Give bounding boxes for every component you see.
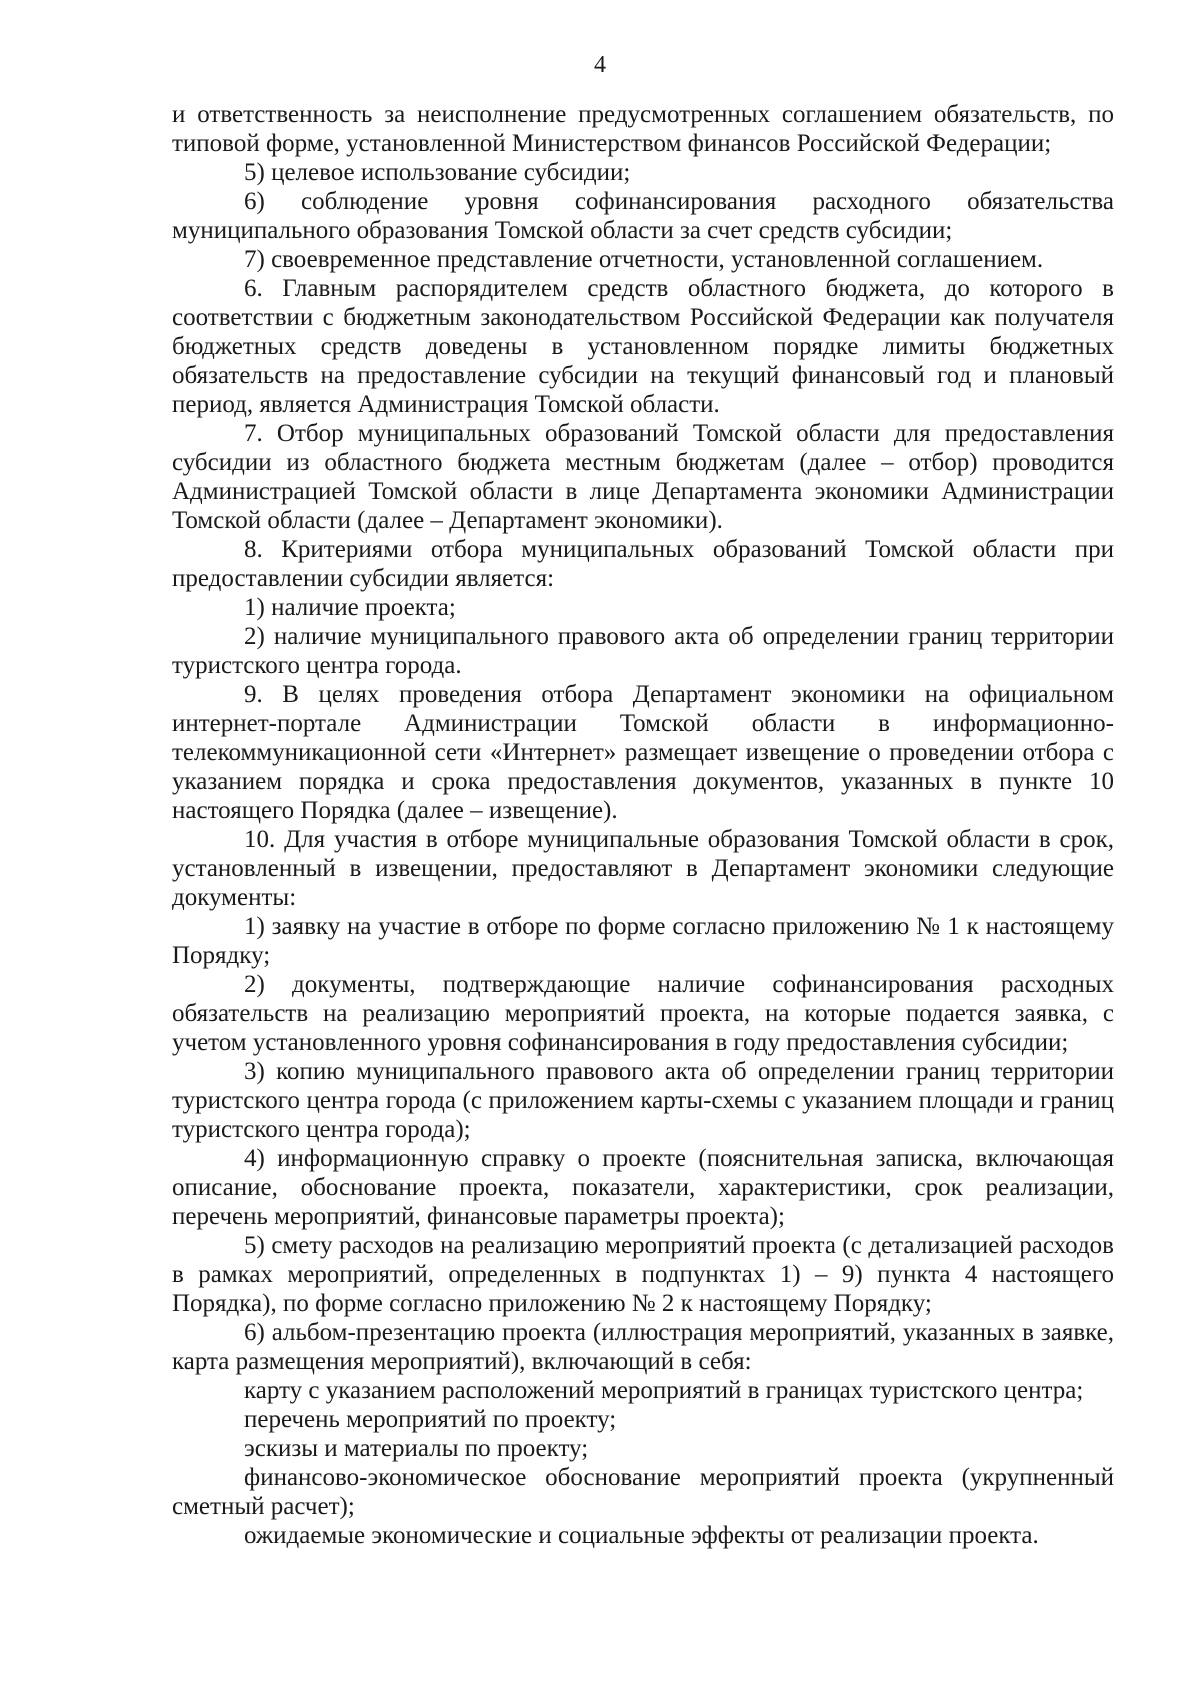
paragraph: и ответственность за неисполнение предусмотренных соглашением обязательств, по типовой форме, установленной Министерством финансов Российской Федерации; [172,101,1114,157]
paragraph: 6) альбом-презентацию проекта (иллюстрация мероприятий, указанных в заявке, карта размещения мероприятий), включающий в себя: [172,1319,1114,1375]
paragraph: эскизы и материалы по проекту; [244,1435,589,1462]
paragraph: 10. Для участия в отборе муниципальные образования Томской области в срок, установленный в извещении, предоставляют в Департамент экономики следующие документы: [172,826,1114,911]
paragraph: финансово-экономическое обоснование мероприятий проекта (укрупненный сметный расчет); [172,1464,1114,1520]
paragraph: 2) документы, подтверждающие наличие софинансирования расходных обязательств на реализацию мероприятий проекта, на которые подается заявка, с учетом установленного уровня софинансирования в году предоставления субсидии; [172,971,1114,1056]
paragraph: ожидаемые экономические и социальные эффекты от реализации проекта. [244,1522,1039,1549]
paragraph: 5) целевое использование субсидии; [244,159,631,186]
paragraph: 1) наличие проекта; [244,594,456,621]
paragraph: карту с указанием расположений мероприятий в границах туристского центра; [244,1377,1084,1404]
paragraph: перечень мероприятий по проекту; [244,1406,617,1433]
paragraph: 9. В целях проведения отбора Департамент экономики на официальном интернет-портале Администрации Томской области в информационно-телекоммуникационной сети «Интернет» размещает извещение о проведении отбора с указанием порядка и срока предоставления документов, указанных в пункте 10 настоящего Порядка (далее – извещение). [172,681,1114,824]
paragraph: 5) смету расходов на реализацию мероприятий проекта (с детализацией расходов в рамках мероприятий, определенных в подпунктах 1) – 9) пункта 4 настоящего Порядка), по форме согласно приложению № 2 к настоящему Порядку; [172,1232,1114,1317]
paragraph: 1) заявку на участие в отборе по форме согласно приложению № 1 к настоящему Порядку; [172,913,1114,969]
paragraph: 7) своевременное представление отчетности, установленной соглашением. [244,246,1044,273]
page-number: 4 [594,52,606,78]
paragraph: 8. Критериями отбора муниципальных образований Томской области при предоставлении субсидии является: [172,536,1114,592]
paragraph: 3) копию муниципального правового акта об определении границ территории туристского центра города (с приложением карты-схемы с указанием площади и границ туристского центра города); [172,1058,1114,1143]
paragraph: 2) наличие муниципального правового акта об определении границ территории туристского центра города. [172,623,1114,679]
document-body [172,100,1114,1550]
paragraph: 6) соблюдение уровня софинансирования расходного обязательства муниципального образования Томской области за счет средств субсидии; [172,188,1114,244]
paragraph: 7. Отбор муниципальных образований Томской области для предоставления субсидии из областного бюджета местным бюджетам (далее – отбор) проводится Администрацией Томской области в лице Департамента экономики Администрации Томской области (далее – Департамент экономики). [172,420,1114,534]
paragraph: 6. Главным распорядителем средств областного бюджета, до которого в соответствии с бюджетным законодательством Российской Федерации как получателя бюджетных средств доведены в установленном порядке лимиты бюджетных обязательств на предоставление субсидии на текущий финансовый год и плановый период, является Администрация Томской области. [172,275,1114,418]
paragraph: 4) информационную справку о проекте (пояснительная записка, включающая описание, обоснование проекта, показатели, характеристики, срок реализации, перечень мероприятий, финансовые параметры проекта); [172,1145,1114,1230]
